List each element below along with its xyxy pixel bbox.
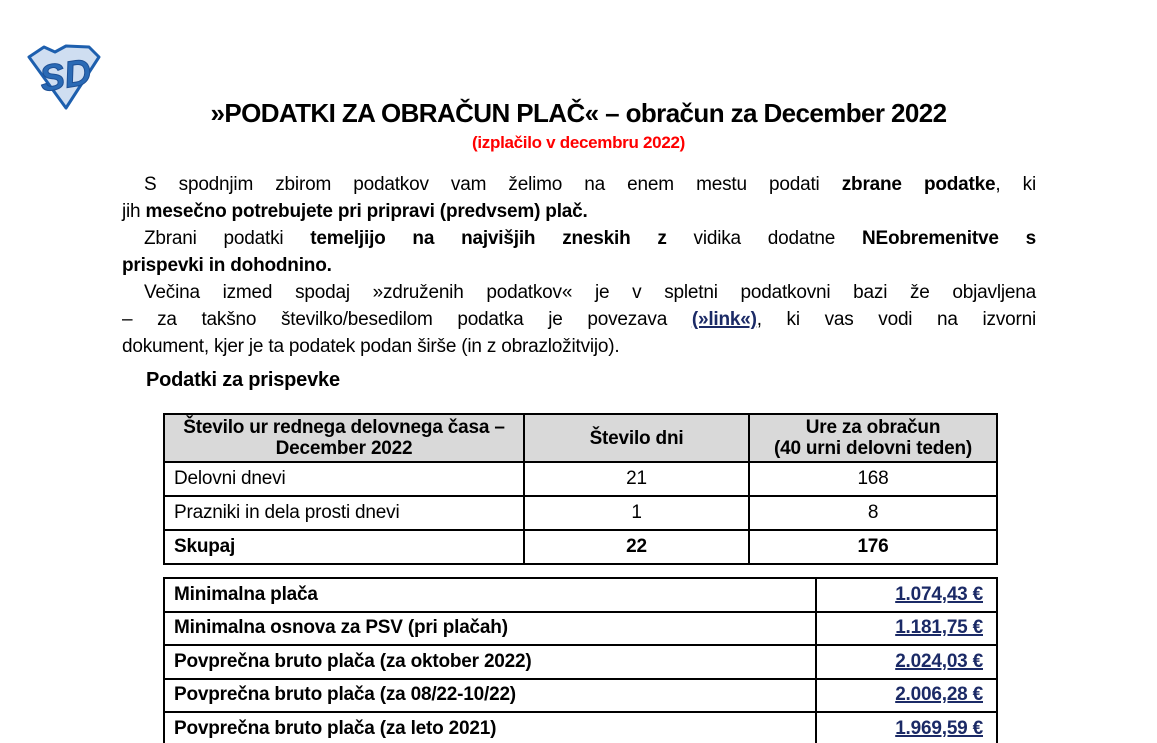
svg-text:SD: SD [36, 50, 95, 100]
row-label: Povprečna bruto plača (za leto 2021) [164, 712, 816, 743]
intro-line-5 [122, 279, 1036, 306]
header-cell-hours-title [164, 414, 524, 462]
table-header-row [164, 414, 997, 462]
intro-bold-segment: mesečno potrebujete pri pripravi (predvsem) plač. [145, 201, 588, 222]
amount-link[interactable]: 1.074,43 € [895, 583, 983, 605]
intro-text-segment: – za takšno številko/besedilom podatka je povezava [122, 309, 692, 330]
intro-line-3 [122, 225, 1036, 252]
intro-text-segment: Zbrani podatki [144, 228, 311, 249]
table-row-total [164, 530, 997, 564]
hours-value: 168 [749, 462, 997, 496]
table-row-avg-gross-3months [164, 679, 997, 713]
table-row-holidays [164, 496, 997, 530]
intro-line-6 [122, 306, 1036, 333]
hours-value: 176 [749, 530, 997, 564]
header-line: December 2022 [275, 438, 413, 459]
table-row-avg-gross-october [164, 645, 997, 679]
amount-link[interactable]: 1.181,75 € [895, 617, 983, 639]
hours-value: 8 [749, 496, 997, 530]
row-label: Delovni dnevi [164, 462, 524, 496]
intro-bold-segment: zbrane podatke [841, 174, 996, 195]
working-hours-table [163, 413, 998, 565]
intro-line-7 [122, 333, 1036, 360]
header-line: Število ur rednega delovnega časa – [183, 417, 505, 438]
row-label: Minimalna osnova za PSV (pri plačah) [164, 612, 816, 646]
document-title: »PODATKI ZA OBRAČUN PLAČ« – obračun za December 2022 [210, 98, 947, 128]
days-value: 1 [524, 496, 749, 530]
intro-text-segment: , ki [995, 174, 1036, 195]
intro-text-segment: dokument, kjer je ta podatek podan širše (in z obrazložitvijo). [122, 336, 620, 357]
document-subtitle: (izplačilo v decembru 2022) [472, 133, 685, 152]
section-heading: Podatki za prispevke [146, 369, 340, 391]
days-value: 21 [524, 462, 749, 496]
title-block [0, 99, 1157, 152]
intro-line-4 [122, 252, 1036, 279]
intro-bold-segment: NEobremenitve s [861, 228, 1036, 249]
table-row-minimum-wage [164, 578, 997, 612]
intro-bold-segment: prispevki in dohodnino. [122, 255, 332, 276]
table-row-minimum-psv-base [164, 612, 997, 646]
amount-link[interactable]: 2.006,28 € [895, 684, 983, 706]
intro-text-segment: S spodnjim zbirom podatkov vam želimo na enem mestu podati [144, 174, 842, 195]
intro-line-2 [122, 198, 1036, 225]
row-label: Povprečna bruto plača (za oktober 2022) [164, 645, 816, 679]
amount-link[interactable]: 1.969,59 € [895, 717, 983, 739]
row-label: Prazniki in dela prosti dnevi [164, 496, 524, 530]
intro-line-1 [122, 171, 1036, 198]
amounts-table [163, 577, 998, 743]
link-anchor[interactable]: (»link«) [691, 309, 757, 330]
days-value: 22 [524, 530, 749, 564]
intro-text [122, 171, 1036, 360]
row-label: Skupaj [164, 530, 524, 564]
intro-text-segment: , ki vas vodi na izvorni [756, 309, 1036, 330]
intro-text-segment: jih [122, 201, 146, 222]
row-label: Minimalna plača [164, 578, 816, 612]
header-line: (40 urni delovni teden) [773, 438, 973, 459]
header-cell-calc-hours [749, 414, 997, 462]
intro-bold-segment: temeljijo na najvišjih zneskih z [310, 228, 667, 249]
table-row-working-days [164, 462, 997, 496]
table-row-avg-gross-2021 [164, 712, 997, 743]
header-cell-days: Število dni [524, 414, 749, 462]
intro-text-segment: Večina izmed spodaj »združenih podatkov« je v spletni podatkovni bazi že objavljena [144, 282, 1036, 303]
header-line: Ure za obračun [805, 417, 941, 438]
intro-text-segment: vidika dodatne [666, 228, 862, 249]
row-label: Povprečna bruto plača (za 08/22-10/22) [164, 679, 816, 713]
amount-link[interactable]: 2.024,03 € [895, 650, 983, 672]
